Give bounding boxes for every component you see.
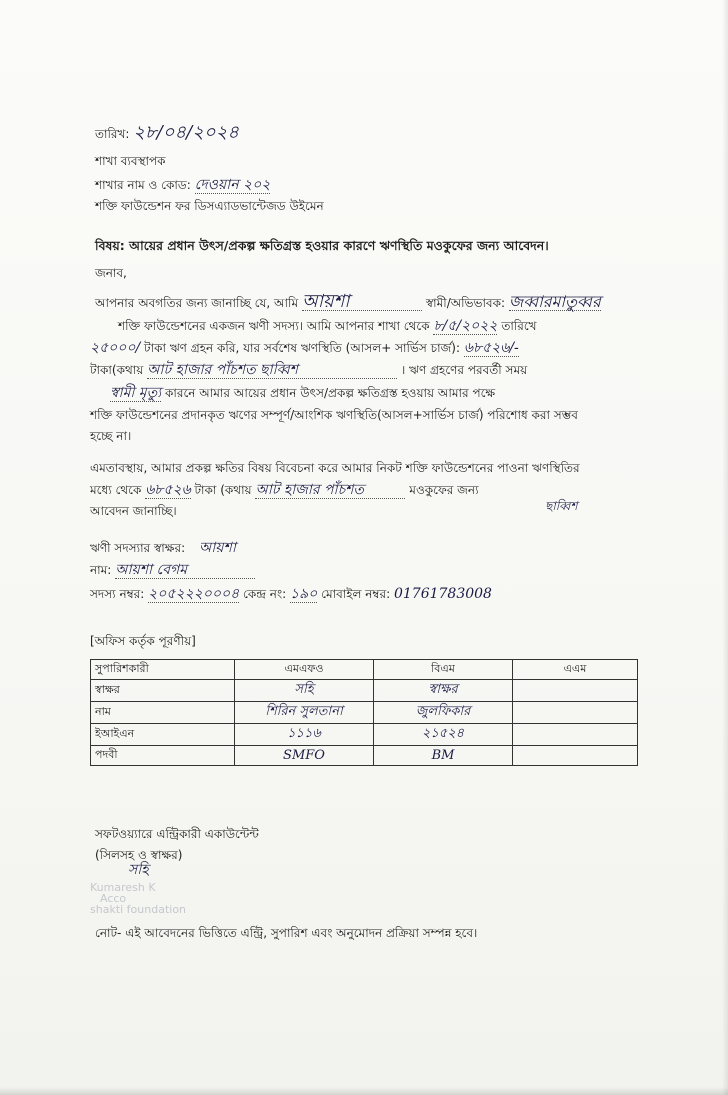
table-row bbox=[91, 724, 638, 746]
header-recommender: সুপারিশকারী bbox=[91, 660, 235, 680]
date-suffix: তারিখে bbox=[501, 319, 537, 333]
table-row bbox=[91, 680, 638, 702]
member-number: ২০৫২২২০০০৪ bbox=[148, 586, 240, 602]
office-table bbox=[90, 659, 638, 766]
branch-line bbox=[95, 177, 270, 194]
member-name: আয়শা বেগম bbox=[115, 562, 255, 579]
branch-value: দেওয়ান ২০২ bbox=[194, 177, 271, 193]
row-label: স্বাক্ষর bbox=[91, 680, 235, 702]
guardian-label: স্বামী/অভিভাবক: bbox=[425, 296, 506, 310]
para1-line1 bbox=[95, 291, 601, 312]
mobile-label: মোবাইল নম্বর: bbox=[321, 587, 391, 601]
accountant-stamp bbox=[90, 882, 186, 915]
applicant-name: আয়শা bbox=[302, 294, 422, 311]
row-label: পদবী bbox=[91, 746, 235, 766]
header-mfo: এমএফও bbox=[235, 660, 374, 680]
cell: ২১৫২৪ bbox=[374, 724, 513, 746]
stamp-line: shakti foundation bbox=[90, 903, 187, 916]
subject-line bbox=[95, 238, 549, 254]
date-line bbox=[95, 122, 239, 143]
loan-balance: ৬৮৫২৬/- bbox=[463, 340, 519, 356]
cell bbox=[513, 680, 638, 702]
waive-words-continued: ছাব্বিশ bbox=[545, 499, 578, 513]
header-bm: বিএম bbox=[374, 660, 513, 680]
guardian-name: জব্বারমাতুব্বর bbox=[508, 292, 601, 311]
office-label: [অফিস কর্তৃক পূরণীয়] bbox=[90, 634, 196, 648]
page-edge-shadow bbox=[722, 0, 728, 1095]
para1-text-c: টাকা ঋণ গ্রহন করি, যার সর্বশেষ ঋণস্থিতি (আসল+ সার্ভিস চার্জ): bbox=[144, 341, 461, 355]
accountant-title: সফটওয়্যারে এন্ট্রিকারী একাউন্টেন্ট bbox=[95, 827, 259, 841]
page-bottom-shadow bbox=[0, 1087, 728, 1095]
para2-text-a: মধ্যে থেকে bbox=[90, 483, 142, 497]
cell: সহি bbox=[235, 680, 374, 702]
member-number-line bbox=[90, 586, 492, 603]
para2-text-c: মওকুফের জন্য bbox=[409, 483, 479, 497]
cell: শিরিন সুলতানা bbox=[235, 702, 374, 724]
waive-amount: ৬৮৫২৬ bbox=[145, 482, 191, 498]
mobile-number: 01761783008 bbox=[393, 586, 492, 602]
stamp-line: Acco bbox=[100, 892, 127, 905]
balance-in-words: আট হাজার পাঁচশত ছাব্বিশ bbox=[147, 362, 397, 379]
table-header-row bbox=[91, 660, 638, 680]
salutation: জনাব, bbox=[95, 266, 127, 280]
para2-text-b: টাকা (কথায় bbox=[194, 483, 252, 497]
para1-text-d: । ঋণ গ্রহণের পরবর্তী সময় bbox=[400, 363, 528, 377]
cell bbox=[513, 746, 638, 766]
cell bbox=[513, 702, 638, 724]
para2-line3: আবেদন জানাচ্ছি। bbox=[90, 504, 177, 518]
para1-line2 bbox=[118, 318, 537, 335]
member-signature-label: ঋণী সদস্যার স্বাক্ষর: bbox=[90, 541, 186, 555]
para2-line2 bbox=[90, 482, 479, 499]
row-label: নাম bbox=[91, 702, 235, 724]
para1-text-e: কারনে আমার আয়ের প্রধান উৎস/প্রকল্প ক্ষতিগ্রস্ত হওয়ায় আমার পক্ষে bbox=[164, 386, 496, 400]
date-label: তারিখ: bbox=[95, 127, 130, 141]
cell: স্বাক্ষর bbox=[374, 680, 513, 702]
para1-line6: শক্তি ফাউন্ডেশনের প্রদানকৃত ঋণের সম্পূর্ণ/আংশিক ঋণস্থিতি(আসল+সার্ভিস চার্জ) পরিশোধ করা সম্ভব bbox=[90, 408, 578, 422]
member-signature-line bbox=[90, 540, 236, 556]
row-label: ইআইএন bbox=[91, 724, 235, 746]
header-am: এএম bbox=[513, 660, 638, 680]
subject-text: আয়ের প্রধান উৎস/প্রকল্প ক্ষতিগ্রস্ত হওয়ার কারণে ঋণস্থিতি মওকুফের জন্য আবেদন। bbox=[129, 238, 549, 253]
stamp-line: Kumaresh K bbox=[90, 881, 156, 894]
para2-line1: এমতাবস্থায়, আমার প্রকল্প ক্ষতির বিষয় বিবেচনা করে আমার নিকট শক্তি ফাউন্ডেশনের পাওনা ঋণস্থিতির bbox=[90, 461, 580, 475]
loan-date: ৮/৫/২০২২ bbox=[433, 318, 498, 334]
branch-label: শাখার নাম ও কোড: bbox=[95, 178, 191, 192]
date-value: ২৮/০৪/২০২৪ bbox=[133, 122, 239, 143]
para1-text-b: শক্তি ফাউন্ডেশনের একজন ঋণী সদস্য। আমি আপনার শাখা থেকে bbox=[118, 319, 430, 333]
para1-line5 bbox=[110, 385, 495, 402]
member-name-label: নাম: bbox=[90, 563, 112, 577]
accountant-signature: সহি bbox=[128, 862, 149, 878]
cell: ১১১৬ bbox=[235, 724, 374, 746]
loan-amount: ২৫০০০/ bbox=[90, 340, 141, 356]
footer-note: নোট- এই আবেদনের ভিত্তিতে এন্ট্রি, সুপারিশ এবং অনুমোদন প্রক্রিয়া সম্পন্ন হবে। bbox=[95, 926, 478, 940]
member-name-line bbox=[90, 562, 255, 579]
para1-text-a: আপনার অবগতির জন্য জানাচ্ছি যে, আমি bbox=[95, 296, 299, 310]
para1-line4 bbox=[90, 362, 527, 379]
words-label: টাকা(কথায় bbox=[90, 363, 144, 377]
para1-line3 bbox=[90, 340, 519, 357]
table-row bbox=[91, 702, 638, 724]
org-name: শক্তি ফাউন্ডেশন ফর ডিসএ্যাডভান্টেজড উইমেন bbox=[95, 199, 324, 213]
branch-manager: শাখা ব্যবস্থাপক bbox=[95, 154, 166, 168]
accountant-sub: (সিলসহ ও স্বাক্ষর) bbox=[95, 848, 183, 862]
cell: জুলফিকার bbox=[374, 702, 513, 724]
table-row bbox=[91, 746, 638, 766]
center-label: কেন্দ্র নং: bbox=[243, 587, 287, 601]
member-signature: আয়শা bbox=[198, 540, 236, 556]
loss-reason: স্বামী মৃত্যু bbox=[110, 385, 162, 401]
para1-line7: হচ্ছে না। bbox=[90, 429, 132, 443]
subject-label: বিষয়: bbox=[95, 238, 125, 253]
cell bbox=[513, 724, 638, 746]
cell: BM bbox=[374, 746, 513, 766]
waive-words: আট হাজার পাঁচশত bbox=[255, 482, 405, 499]
member-number-label: সদস্য নম্বর: bbox=[90, 587, 145, 601]
center-number: ১৯০ bbox=[289, 586, 318, 602]
cell: SMFO bbox=[235, 746, 374, 766]
